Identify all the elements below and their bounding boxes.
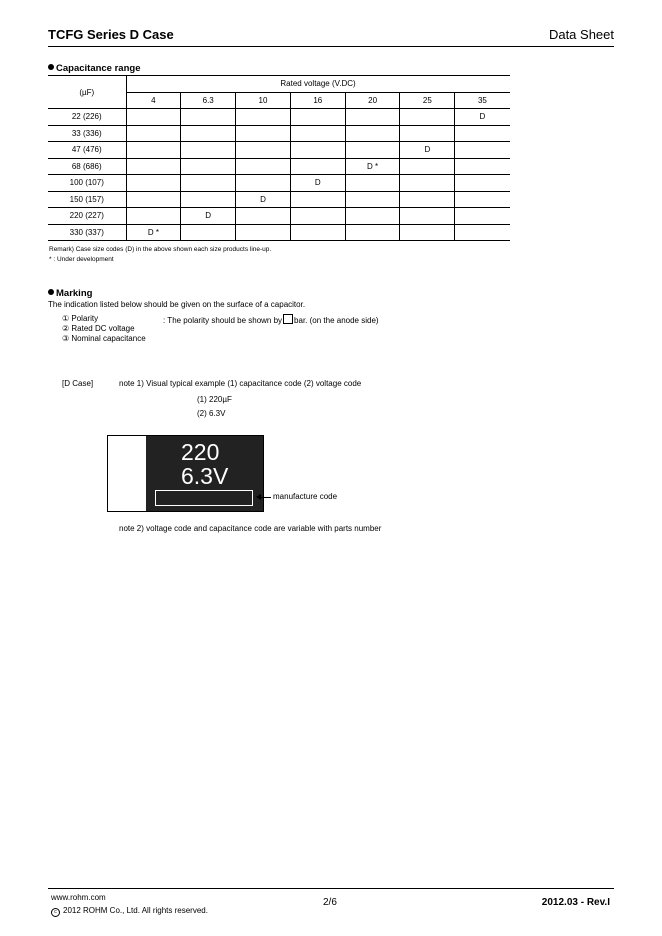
capacitance-section-title — [48, 63, 140, 74]
marking-voltage-code: 6.3V — [181, 463, 229, 489]
polarity-desc-b: bar. (on the anode side) — [294, 316, 379, 325]
case-code-cell — [126, 158, 181, 175]
page-number: 2/6 — [323, 897, 337, 908]
case-code-cell — [290, 125, 345, 142]
table-row — [48, 125, 510, 142]
case-code-cell — [181, 191, 236, 208]
marking-capacitance-code: 220 — [181, 439, 220, 465]
manufacture-code-box — [155, 490, 253, 506]
case-code-cell — [290, 158, 345, 175]
marking-item-capacitance: ③ Nominal capacitance — [62, 334, 146, 343]
case-code-cell — [345, 109, 400, 126]
case-code-cell — [290, 191, 345, 208]
table-header-row — [48, 76, 510, 93]
capacitance-cell: 33 (336) — [48, 125, 126, 142]
example-capacitance: (1) 220µF — [197, 395, 232, 404]
case-code-cell — [236, 109, 291, 126]
table-remark: Remark) Case size codes (D) in the above shown each size products line-up. — [49, 246, 272, 253]
table-row — [48, 142, 510, 159]
footer-url[interactable]: www.rohm.com — [51, 893, 106, 902]
case-code-cell — [455, 191, 510, 208]
voltage-header: 35 — [455, 92, 510, 109]
document-type: Data Sheet — [548, 27, 614, 42]
case-code-cell — [345, 208, 400, 225]
footer-copyright — [51, 906, 208, 917]
arrow-line — [260, 497, 271, 498]
case-code-cell — [455, 224, 510, 241]
case-code-cell: D — [455, 109, 510, 126]
case-code-cell: D * — [126, 224, 181, 241]
voltage-header: 10 — [236, 92, 291, 109]
capacitance-table — [48, 75, 510, 241]
case-code-cell — [345, 191, 400, 208]
unit-header: (µF) — [48, 76, 126, 109]
case-code-cell — [236, 175, 291, 192]
case-code-cell — [400, 191, 455, 208]
table-row — [48, 208, 510, 225]
case-code-cell — [181, 109, 236, 126]
capacitor-body — [146, 436, 263, 511]
case-code-cell: D — [400, 142, 455, 159]
manufacture-code-label: manufacture code — [273, 492, 338, 501]
capacitance-cell: 330 (337) — [48, 224, 126, 241]
case-label: [D Case] — [62, 379, 94, 388]
case-code-cell — [400, 175, 455, 192]
page-title: TCFG Series D Case — [48, 27, 174, 42]
case-code-cell — [345, 125, 400, 142]
voltage-header: 6.3 — [181, 92, 236, 109]
voltage-header: 4 — [126, 92, 181, 109]
capacitance-cell: 47 (476) — [48, 142, 126, 159]
voltage-header: 20 — [345, 92, 400, 109]
case-code-cell — [290, 208, 345, 225]
case-code-cell — [455, 175, 510, 192]
case-code-cell — [181, 142, 236, 159]
capacitance-cell: 150 (157) — [48, 191, 126, 208]
capacitance-cell: 68 (686) — [48, 158, 126, 175]
case-code-cell — [181, 175, 236, 192]
case-code-cell — [236, 208, 291, 225]
case-code-cell — [126, 175, 181, 192]
voltage-header: 25 — [400, 92, 455, 109]
case-code-cell — [236, 142, 291, 159]
case-code-cell: D * — [345, 158, 400, 175]
voltage-header: 16 — [290, 92, 345, 109]
revision: 2012.03 - Rev.I — [541, 897, 610, 908]
rated-voltage-header: Rated voltage (V.DC) — [126, 76, 510, 93]
case-code-cell — [400, 208, 455, 225]
bullet-icon — [48, 64, 54, 70]
case-code-cell — [126, 109, 181, 126]
marking-intro: The indication listed below should be given on the surface of a capacitor. — [48, 300, 306, 309]
case-code-cell — [126, 191, 181, 208]
copyright-icon: c — [51, 908, 60, 917]
case-code-cell — [236, 125, 291, 142]
polarity-description — [163, 314, 379, 325]
case-code-cell — [400, 224, 455, 241]
case-code-cell — [126, 125, 181, 142]
case-code-cell — [345, 175, 400, 192]
case-code-cell — [181, 224, 236, 241]
copyright-text: 2012 ROHM Co., Ltd. All rights reserved. — [63, 906, 208, 915]
note-1: note 1) Visual typical example (1) capacitance code (2) voltage code — [119, 379, 362, 388]
table-row — [48, 175, 510, 192]
development-note: * : Under development — [49, 256, 114, 263]
capacitance-table-body — [48, 109, 510, 241]
case-code-cell — [455, 158, 510, 175]
footer-divider — [48, 888, 614, 889]
case-code-cell — [455, 208, 510, 225]
header-divider — [48, 46, 614, 47]
marking-item-voltage: ② Rated DC voltage — [62, 324, 135, 333]
case-code-cell: D — [181, 208, 236, 225]
case-code-cell — [181, 158, 236, 175]
note-2: note 2) voltage code and capacitance code are variable with parts number — [119, 524, 382, 533]
marking-item-polarity: ① Polarity — [62, 314, 99, 323]
case-code-cell — [181, 125, 236, 142]
case-code-cell — [455, 125, 510, 142]
case-code-cell — [236, 224, 291, 241]
case-code-cell: D — [290, 175, 345, 192]
case-code-cell — [400, 125, 455, 142]
table-row — [48, 109, 510, 126]
case-code-cell — [126, 142, 181, 159]
case-code-cell — [290, 109, 345, 126]
table-row — [48, 191, 510, 208]
case-code-cell — [126, 208, 181, 225]
capacitor-marking-diagram — [107, 435, 264, 512]
case-code-cell — [400, 109, 455, 126]
example-voltage: (2) 6.3V — [197, 409, 226, 418]
marking-section-title — [48, 288, 92, 299]
capacitance-cell: 220 (227) — [48, 208, 126, 225]
table-row — [48, 158, 510, 175]
square-icon — [283, 314, 293, 324]
marking-title-text: Marking — [56, 288, 93, 299]
case-code-cell — [290, 224, 345, 241]
case-code-cell — [290, 142, 345, 159]
case-code-cell — [400, 158, 455, 175]
case-code-cell — [345, 224, 400, 241]
capacitance-cell: 22 (226) — [48, 109, 126, 126]
capacitance-title-text: Capacitance range — [56, 63, 141, 74]
case-code-cell: D — [236, 191, 291, 208]
case-code-cell — [455, 142, 510, 159]
case-code-cell — [345, 142, 400, 159]
capacitance-cell: 100 (107) — [48, 175, 126, 192]
bullet-icon — [48, 289, 54, 295]
table-row — [48, 224, 510, 241]
case-code-cell — [236, 158, 291, 175]
polarity-desc-a: : The polarity should be shown by — [163, 316, 283, 325]
